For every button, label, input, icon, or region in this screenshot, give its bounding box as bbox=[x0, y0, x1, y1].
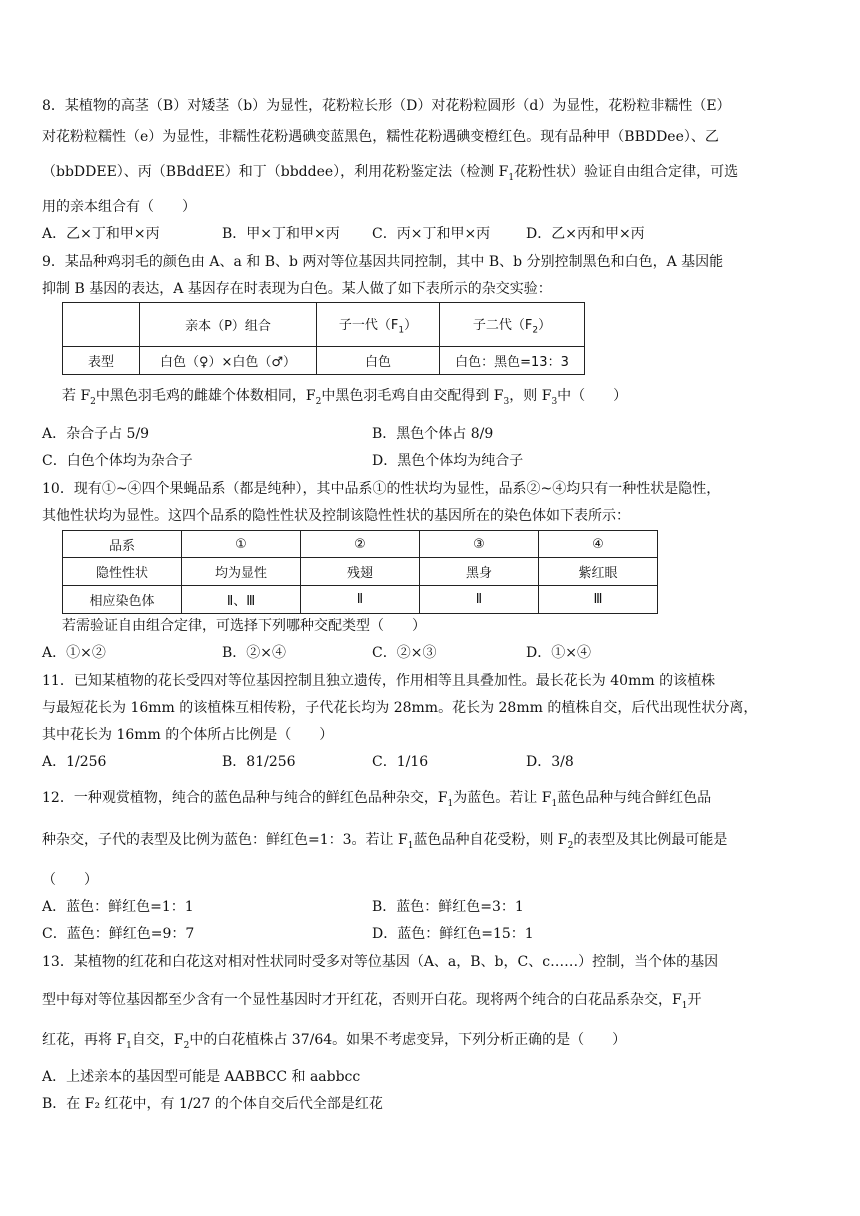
q9-table-corner bbox=[63, 303, 140, 347]
q10-strain-table bbox=[62, 530, 658, 614]
q9-line-3: 若 $F_2$中黑色羽毛鸡的雌雄个体数相同，$F_2$中黑色羽毛鸡自由交配得到 $F_3$，则 $F_3$中（ ） bbox=[62, 388, 628, 407]
q10-table-header-4: ④ bbox=[539, 531, 658, 558]
q10-table-row-chrom-label: 相应染色体 bbox=[63, 586, 182, 614]
q9-option-a[interactable]: A．杂合子占 5/9 bbox=[42, 426, 150, 442]
q12-line-2: 种杂交，子代的表型及比例为蓝色：鲜红色=1：3。若让 $F_1$蓝色品种自花受粉，则 $F_2$的表型及其比例最可能是 bbox=[42, 832, 728, 851]
q12-option-d[interactable]: D．蓝色：鲜红色=15：1 bbox=[372, 926, 534, 942]
q10-table-chrom-3: Ⅱ bbox=[420, 586, 539, 614]
q10-option-c[interactable]: C．②×③ bbox=[372, 645, 437, 661]
q10-line-1: 10．现有①~④四个果蝇品系（都是纯种），其中品系①的性状均为显性，品系②~④均只有一种性状是隐性， bbox=[42, 481, 721, 497]
q8-option-a[interactable]: A．乙×丁和甲×丙 bbox=[42, 226, 160, 242]
q13-line-3: 红花，再将 $F_1$自交，$F_2$中的白花植株占 37/64。如果不考虑变异，下列分析正确的是（ ） bbox=[42, 1032, 627, 1051]
q10-option-d[interactable]: D．①×④ bbox=[526, 645, 591, 661]
q9-option-b[interactable]: B．黑色个体占 8/9 bbox=[372, 426, 494, 442]
q10-table-trait-1: 均为显性 bbox=[182, 558, 301, 586]
q10-table-header-1: ① bbox=[182, 531, 301, 558]
q8-option-d[interactable]: D．乙×丙和甲×丙 bbox=[526, 226, 645, 242]
q12-line-1: 12．一种观赏植物，纯合的蓝色品种与纯合的鲜红色品种杂交，$F_1$为蓝色。若让 $F_1$蓝色品种与纯合鲜红色品 bbox=[42, 790, 712, 809]
q10-table-trait-2: 残翅 bbox=[301, 558, 420, 586]
q11-option-a[interactable]: A．1/256 bbox=[42, 754, 107, 770]
q13-line-2: 型中每对等位基因都至少含有一个显性基因时才开红花，否则开白花。现将两个纯合的白花品系杂交，$F_1$开 bbox=[42, 992, 702, 1011]
q12-option-a[interactable]: A．蓝色：鲜红色=1：1 bbox=[42, 899, 194, 915]
q11-option-d[interactable]: D．3/8 bbox=[526, 754, 574, 770]
q9-table-f1: 白色 bbox=[317, 347, 440, 375]
q10-option-a[interactable]: A．①×② bbox=[42, 645, 106, 661]
q10-table-header-label: 品系 bbox=[63, 531, 182, 558]
q8-line-1: 8．某植物的高茎（B）对矮茎（b）为显性，花粉粒长形（D）对花粉粒圆形（d）为显性，花粉粒非糯性（E） bbox=[42, 98, 731, 114]
q8-option-c[interactable]: C．丙×丁和甲×丙 bbox=[372, 226, 491, 242]
q11-line-2: 与最短花长为 16mm 的该植株互相传粉，子代花长均为 28mm。花长为 28mm 的植株自交，后代出现性状分离， bbox=[42, 700, 758, 716]
q10-table-header-3: ③ bbox=[420, 531, 539, 558]
q9-line-2: 抑制 B 基因的表达，A 基因存在时表现为白色。某人做了如下表所示的杂交实验： bbox=[42, 281, 552, 297]
q9-option-c[interactable]: C．白色个体均为杂合子 bbox=[42, 453, 193, 469]
q12-option-b[interactable]: B．蓝色：鲜红色=3：1 bbox=[372, 899, 524, 915]
q9-option-d[interactable]: D．黑色个体均为纯合子 bbox=[372, 453, 524, 469]
q12-option-c[interactable]: C．蓝色：鲜红色=9：7 bbox=[42, 926, 195, 942]
q8-line-3: （bbDDEE）、丙（BBddEE）和丁（bbddee），利用花粉鉴定法（检测 $F_1$花粉性状）验证自由组合定律，可选 bbox=[42, 164, 739, 183]
q9-table-parents: 白色（♀）×白色（♂） bbox=[140, 347, 317, 375]
q9-table-header-f2: 子二代$(F_2)$ bbox=[440, 303, 585, 347]
q10-option-b[interactable]: B．②×④ bbox=[222, 645, 287, 661]
q9-table-f2: 白色：黑色=13：3 bbox=[440, 347, 585, 375]
q9-table-row-label: 表型 bbox=[63, 347, 140, 375]
q10-table-row-trait-label: 隐性性状 bbox=[63, 558, 182, 586]
q8-line-4: 用的亲本组合有（ ） bbox=[42, 199, 196, 215]
q13-line-1: 13．某植物的红花和白花这对相对性状同时受多对等位基因（A、a，B、b，C、c……）控制，当个体的基因 bbox=[42, 954, 719, 970]
q13-option-a[interactable]: A．上述亲本的基因型可能是 AABBCC 和 aabbcc bbox=[42, 1069, 361, 1085]
q11-option-b[interactable]: B．81/256 bbox=[222, 754, 296, 770]
q8-option-b[interactable]: B．甲×丁和甲×丙 bbox=[222, 226, 340, 242]
q9-table-header-f1: 子一代$(F_1)$ bbox=[317, 303, 440, 347]
q10-line-2: 其他性状均为显性。这四个品系的隐性性状及控制该隐性性状的基因所在的染色体如下表所示： bbox=[42, 508, 630, 524]
q9-cross-table bbox=[62, 302, 585, 375]
q10-table-trait-4: 紫红眼 bbox=[539, 558, 658, 586]
q8-line-2: 对花粉粒糯性（e）为显性，非糯性花粉遇碘变蓝黑色，糯性花粉遇碘变橙红色。现有品种甲（BBDDee）、乙 bbox=[42, 129, 719, 145]
q10-line-3: 若需验证自由组合定律，可选择下列哪种交配类型（ ） bbox=[62, 618, 426, 634]
q11-line-3: 其中花长为 16mm 的个体所占比例是（ ） bbox=[42, 727, 334, 743]
q10-table-header-2: ② bbox=[301, 531, 420, 558]
q10-table-chrom-4: Ⅲ bbox=[539, 586, 658, 614]
q11-option-c[interactable]: C．1/16 bbox=[372, 754, 429, 770]
q10-table-chrom-2: Ⅱ bbox=[301, 586, 420, 614]
q11-line-1: 11．已知某植物的花长受四对等位基因控制且独立遗传，作用相等且具叠加性。最长花长为 40mm 的该植株 bbox=[42, 673, 716, 689]
q9-line-1: 9．某品种鸡羽毛的颜色由 A、a 和 B、b 两对等位基因共同控制，其中 B、b 分别控制黑色和白色，A 基因能 bbox=[42, 254, 724, 270]
q13-option-b[interactable]: B．在 F₂ 红花中，有 1/27 的个体自交后代全部是红花 bbox=[42, 1096, 383, 1112]
q9-table-header-parents: 亲本（P）组合 bbox=[140, 303, 317, 347]
q12-line-3: （ ） bbox=[42, 872, 98, 888]
q10-table-trait-3: 黑身 bbox=[420, 558, 539, 586]
q10-table-chrom-1: Ⅱ、Ⅲ bbox=[182, 586, 301, 614]
